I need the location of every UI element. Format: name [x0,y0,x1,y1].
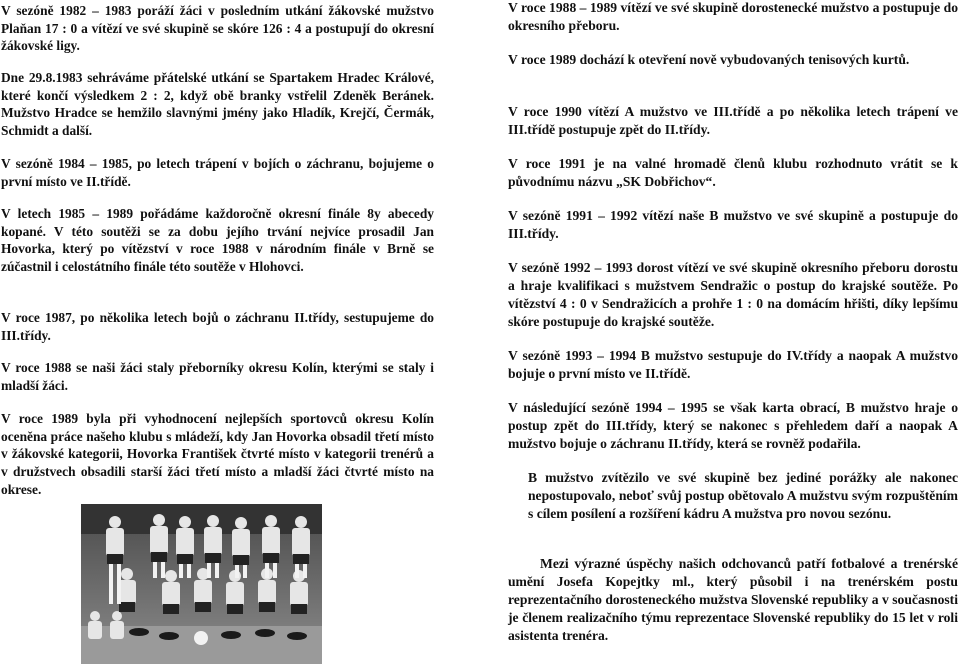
paragraph: Dne 29.8.1983 sehráváme přátelské utkání se Spartakem Hradec Králové, které končí výsledkem 2 : 2, když obě branky vstřelil Zdeněk Beránek. Mužstvo Hradce se hemžilo slavnými jmény jako Hladík, Krejčí, Čermák, Schmidt a další. [1,70,434,139]
paragraph: V roce 1989 dochází k otevření nově vybudovaných tenisových kurtů. [508,52,910,67]
paragraph: Mezi výrazné úspěchy našich odchovanců patří fotbalové a trenérské umění Josefa Kopejtky ml., který působil i na trenérském postu reprezentačního dorosteneckého mužstva Slovenské republiky a v současnosti je členem realizačního týmu reprezentace Slovenské republiky do 15 let v roli asistenta trenéra. [508,556,958,643]
paragraph: B mužstvo zvítězilo ve své skupině bez jediné porážky ale nakonec nepostupovalo, neboť svůj postup obětovalo A mužstvu svým rozpuštěním s cílem posílení a rozšíření kádru A mužstva pro novou sezónu. [528,470,958,521]
paragraph: V sezóně 1991 – 1992 vítězí naše B mužstvo ve své skupině a postupuje do III.třídy. [508,208,958,241]
paragraph: V sezóně 1993 – 1994 B mužstvo sestupuje do IV.třídy a naopak A mužstvo bojuje o první místo ve II.třídě. [508,348,958,381]
paragraph: V roce 1988 – 1989 vítězí ve své skupině dorostenecké mužstvo a postupuje do okresního přeboru. [508,0,958,33]
paragraph: V sezóně 1984 – 1985, po letech trápení v bojích o záchranu, bojujeme o první místo ve II.třídě. [1,156,434,189]
paragraph: V roce 1991 je na valné hromadě členů klubu rozhodnuto vrátit se k původnímu názvu „SK Dobřichov“. [508,156,958,189]
team-photo-image [81,504,322,664]
paragraph: V letech 1985 – 1989 pořádáme každoročně okresní finále 8y abecedy kopané. V této soutěži se za dobu jejího trvání nejvíce prosadil Jan Hovorka, který po vítězství v roce 1988 v národním finále v Brně se zúčastnil i celostátního finále této soutěže v Hlohovci. [1,206,434,275]
paragraph: V roce 1990 vítězí A mužstvo ve III.třídě a po několika letech trápení ve III.třídě postupuje zpět do II.třídy. [508,104,958,137]
paragraph: V sezóně 1982 – 1983 poráží žáci v posledním utkání žákovské mužstvo Plaňan 17 : 0 a vítězí ve své skupině se skóre 126 : 4 a postupují do okresní žákovské ligy. [1,3,434,54]
paragraph: V roce 1987, po několika letech bojů o záchranu II.třídy, sestupujeme do III.třídy. [1,310,434,343]
paragraph: V sezóně 1992 – 1993 dorost vítězí ve své skupině okresního přeboru dorostu a hraje kvalifikaci s mužstvem Sendražic o postup do krajské soutěže. Po vítězství 4 : 0 v Sendražicích a prohře 1 : 0 na domácím hřišti, díky lepšímu skóre postupuje do krajské soutěže. [508,260,958,329]
paragraph: V roce 1988 se naši žáci staly přeborníky okresu Kolín, kterými se staly i mladší žáci. [1,360,434,393]
paragraph: V roce 1989 byla při vyhodnocení nejlepších sportovců okresu Kolín oceněna práce našeho klubu s mládeží, kdy Jan Hovorka obsadil třetí místo v žákovské kategorii, Hovorka František čtvrté místo v kategorii trenérů a v družstvech obsadili starší žáci třetí místo a mladší žáci čtvrté místo na okrese. [1,411,434,497]
team-photo [81,504,322,664]
paragraph: V následující sezóně 1994 – 1995 se však karta obrací, B mužstvo hraje o postup zpět do III.třídy, který se nakonec s přehledem daří a naopak A mužstvo bojuje o záchranu II.třídy, která se rovněž podařila. [508,400,958,451]
